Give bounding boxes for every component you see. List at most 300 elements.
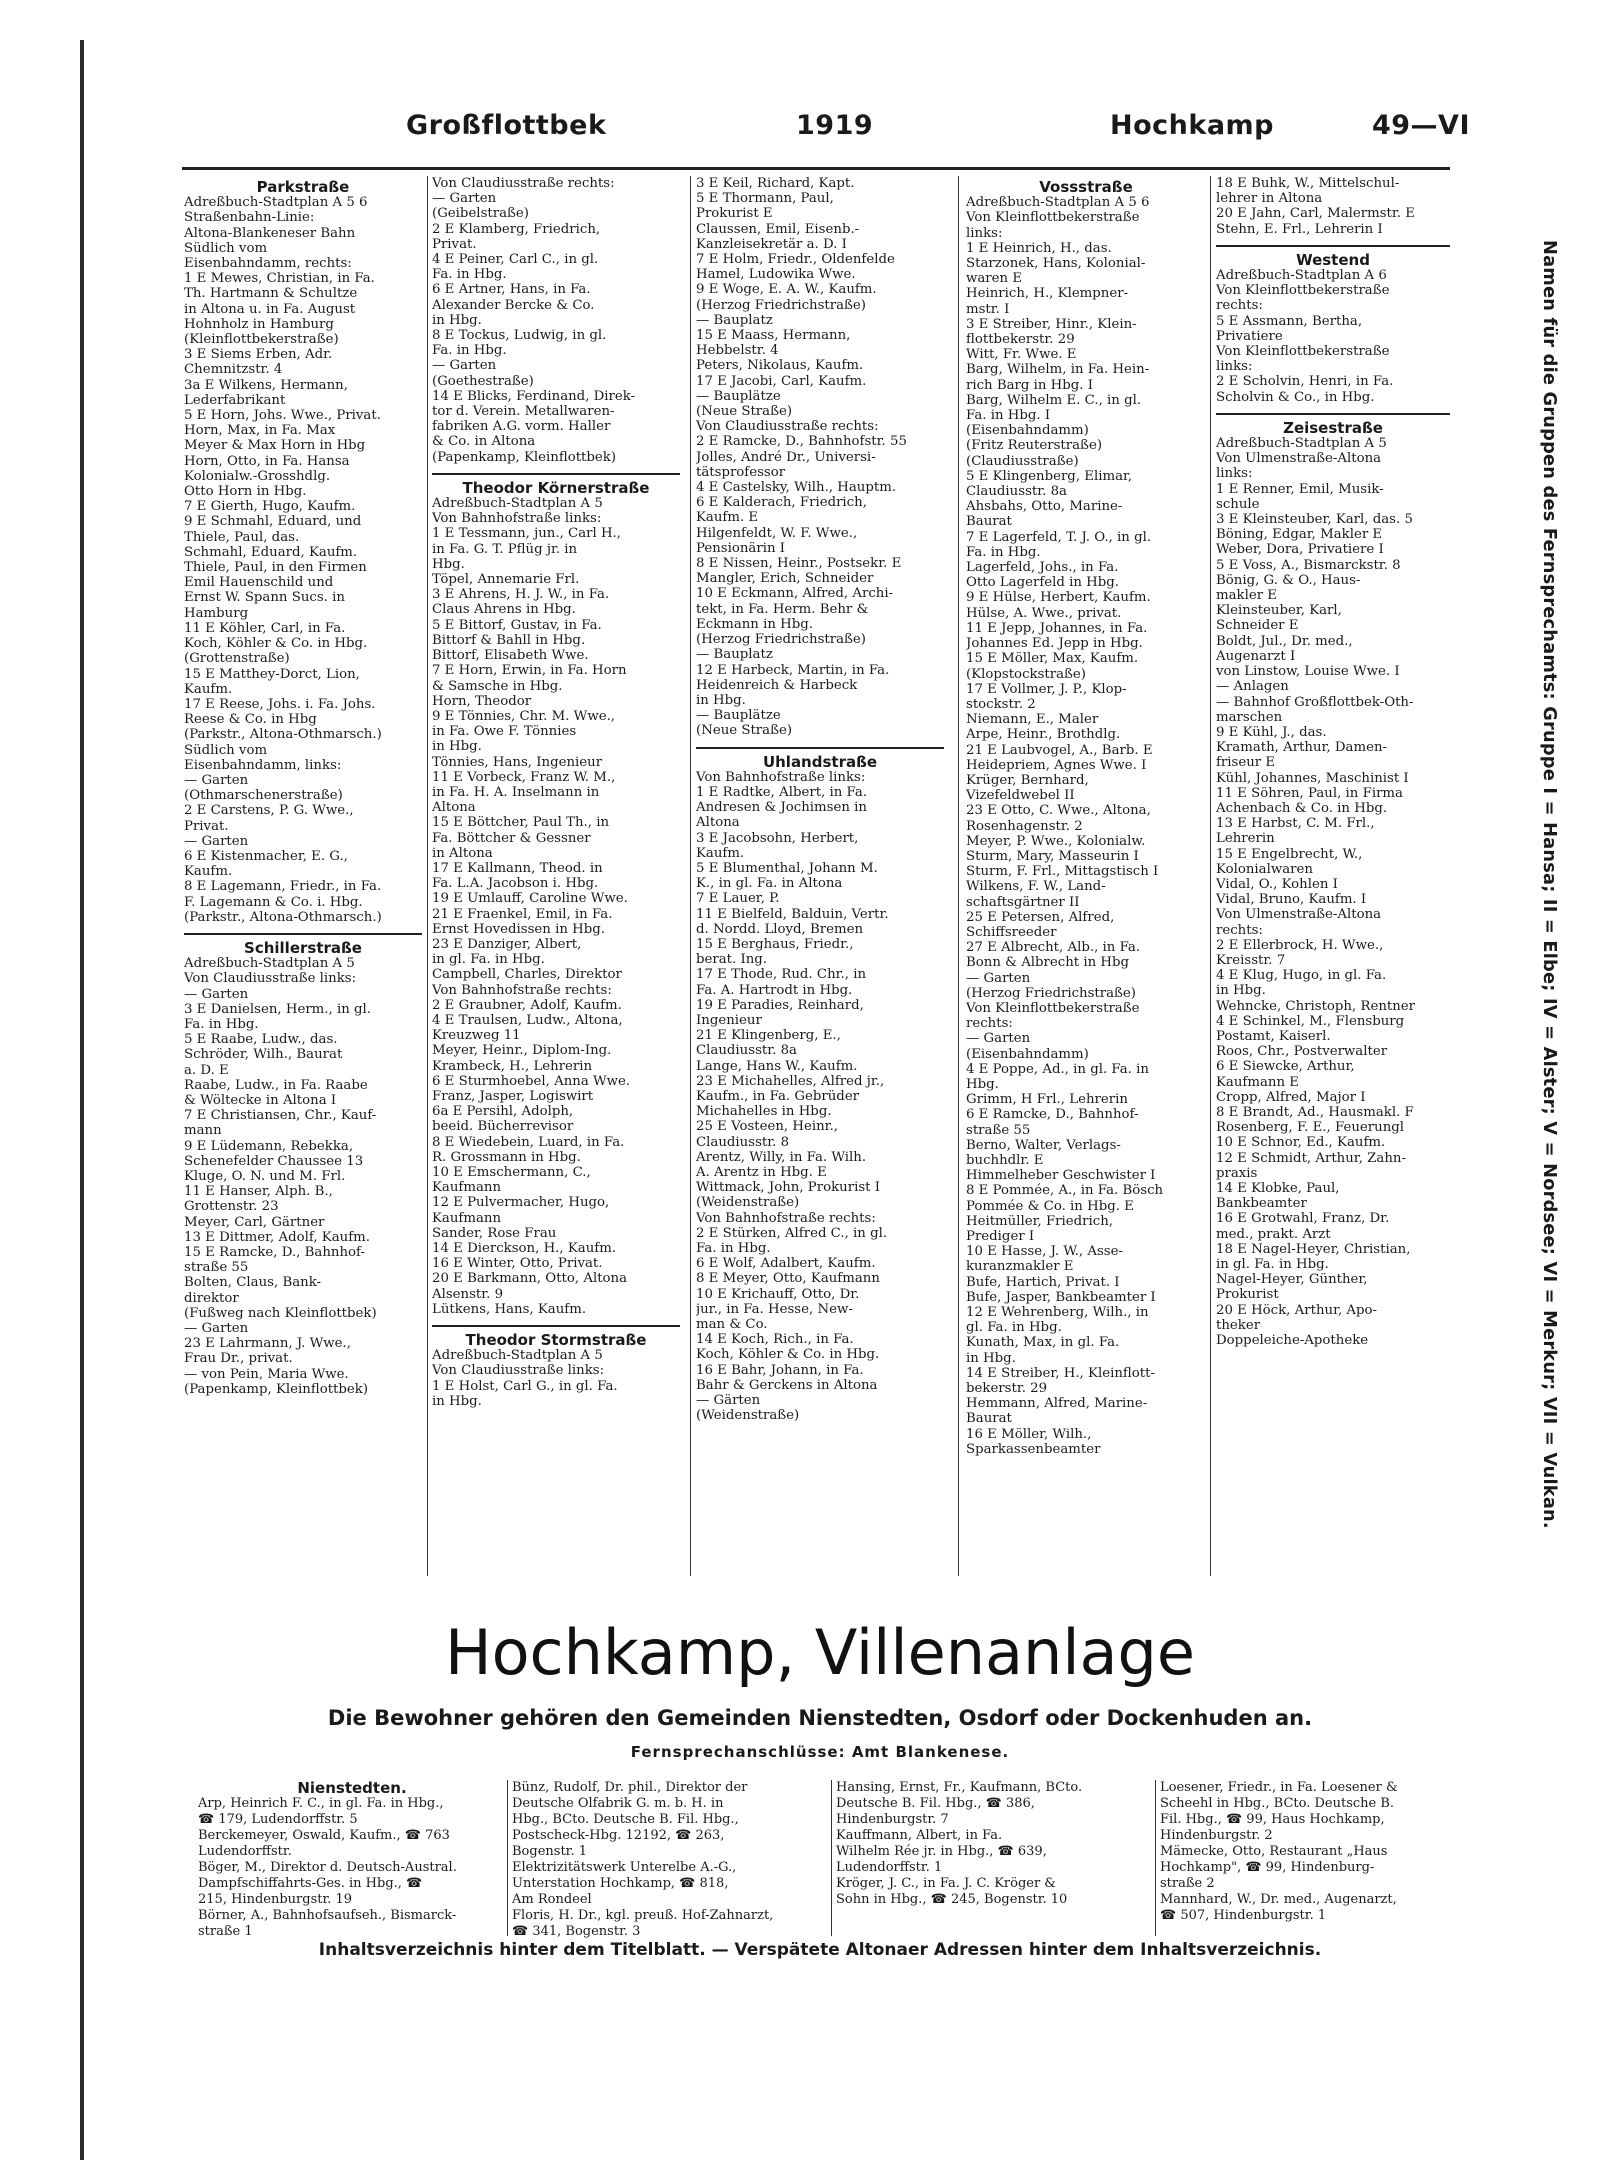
directory-line: Claus Ahrens in Hbg.: [432, 602, 576, 618]
column-divider: [427, 176, 428, 1576]
directory-line: Altona: [696, 815, 740, 831]
resident-line: Hansing, Ernst, Fr., Kaufmann, BCto.: [836, 1780, 1083, 1795]
directory-line: Alexander Bercke & Co.: [432, 297, 595, 313]
directory-line: Kaufm.: [184, 864, 233, 880]
directory-column-5: [1216, 176, 1450, 1348]
directory-line: Wehncke, Christoph, Rentner: [1216, 998, 1416, 1014]
directory-line: — Garten: [184, 1321, 249, 1337]
directory-line: Sparkassenbeamter: [966, 1441, 1101, 1457]
directory-line: 12 E Pulvermacher, Hugo,: [432, 1195, 610, 1211]
directory-line: Johannes Ed. Jepp in Hbg.: [966, 636, 1143, 652]
header-year: 1919: [796, 110, 874, 141]
column-divider: [1155, 1780, 1156, 1936]
resident-line: Am Rondeel: [512, 1892, 592, 1907]
directory-line: 1 E Tessmann, jun., Carl H.,: [432, 526, 622, 542]
directory-line: in Hbg.: [1216, 983, 1266, 999]
directory-line: a. D. E: [184, 1062, 229, 1078]
directory-line: 9 E Hülse, Herbert, Kaufm.: [966, 590, 1151, 606]
directory-line: Adreßbuch-Stadtplan A 5: [432, 1348, 603, 1364]
directory-line: Raabe, Ludw., in Fa. Raabe: [184, 1077, 368, 1093]
directory-line: & Wöltecke in Altona I: [184, 1092, 337, 1108]
directory-line: (Grottenstraße): [184, 651, 290, 667]
scan-margin: [0, 0, 74, 2177]
directory-line: Von Bahnhofstraße rechts:: [432, 982, 612, 998]
directory-line: Barg, Wilhelm, in Fa. Hein-: [966, 362, 1150, 378]
directory-line: Bufe, Hartich, Privat. I: [966, 1274, 1120, 1290]
directory-line: Schneider E: [1216, 618, 1299, 634]
directory-line: stockstr. 2: [966, 696, 1036, 712]
directory-line: — Bauplatz: [696, 312, 773, 328]
directory-line: Claudiusstr. 8a: [966, 484, 1067, 500]
directory-line: tor d. Verein. Metallwaren-: [432, 404, 615, 420]
directory-line: Fa. in Hbg.: [184, 1016, 259, 1032]
directory-line: Chemnitzstr. 4: [184, 362, 283, 378]
directory-line: Fa. in Hbg.: [432, 343, 507, 359]
directory-column-2: [432, 176, 680, 1409]
directory-line: Töpel, Annemarie Frl.: [432, 572, 580, 588]
directory-line: 17 E Vollmer, J. P., Klop-: [966, 681, 1127, 697]
directory-line: Von Claudiusstraße rechts:: [696, 419, 879, 435]
directory-line: schule: [1216, 496, 1260, 512]
directory-line: 6 E Wolf, Adalbert, Kaufm.: [696, 1256, 876, 1272]
directory-line: Altona-Blankeneser Bahn: [184, 225, 356, 241]
directory-line: 17 E Reese, Johs. i. Fa. Johs.: [184, 696, 376, 712]
directory-line: direktor: [184, 1290, 239, 1306]
resident-line: Mämecke, Otto, Restaurant „Haus: [1160, 1844, 1388, 1859]
directory-line: (Fritz Reuterstraße): [966, 438, 1103, 454]
resident-line: ☎ 507, Hindenburgstr. 1: [1160, 1908, 1327, 1923]
resident-line: Bünz, Rudolf, Dr. phil., Direktor der: [512, 1780, 748, 1795]
directory-line: Von Kleinflottbekerstraße: [966, 1000, 1140, 1016]
directory-line: med., prakt. Arzt: [1216, 1226, 1331, 1242]
directory-line: 8 E Lagemann, Friedr., in Fa.: [184, 879, 382, 895]
directory-line: 7 E Holm, Friedr., Oldenfelde: [696, 252, 895, 268]
directory-line: in gl. Fa. in Hbg.: [432, 952, 545, 968]
resident-line: Kröger, J. C., in Fa. J. C. Kröger &: [836, 1876, 1056, 1891]
side-margin: [1528, 240, 1568, 2180]
resident-line: Fil. Hbg., ☎ 99, Haus Hochkamp,: [1160, 1812, 1385, 1827]
directory-line: 11 E Bielfeld, Balduin, Vertr.: [696, 906, 889, 922]
directory-line: Von Ulmenstraße-Altona: [1216, 451, 1382, 467]
resident-line: Hindenburgstr. 2: [1160, 1828, 1273, 1843]
directory-line: in Fa. G. T. Pflüg jr. in: [432, 541, 578, 557]
directory-line: in Hbg.: [432, 1393, 482, 1409]
directory-line: 4 E Poppe, Ad., in gl. Fa. in: [966, 1061, 1149, 1077]
resident-line: Sohn in Hbg., ☎ 245, Bogenstr. 10: [836, 1892, 1068, 1907]
directory-line: 12 E Wehrenberg, Wilh., in: [966, 1305, 1149, 1321]
directory-line: — Anlagen: [1216, 679, 1289, 695]
directory-line: Vidal, Bruno, Kaufm. I: [1216, 892, 1367, 908]
directory-line: Lehrerin: [1216, 831, 1275, 847]
directory-line: 9 E Schmahl, Eduard, und: [184, 514, 362, 530]
resident-line: Loesener, Friedr., in Fa. Loesener &: [1160, 1780, 1398, 1795]
directory-line: — Bahnhof Großflottbek-Oth-: [1216, 694, 1414, 710]
directory-line: 12 E Schmidt, Arthur, Zahn-: [1216, 1150, 1406, 1166]
directory-line: berat. Ing.: [696, 952, 768, 968]
directory-line: 4 E Peiner, Carl C., in gl.: [432, 252, 599, 268]
directory-line: 2 E Carstens, P. G. Wwe.,: [184, 803, 354, 819]
directory-line: 5 E Assmann, Bertha,: [1216, 313, 1363, 329]
directory-line: in gl. Fa. in Hbg.: [1216, 1257, 1329, 1273]
directory-line: 27 E Albrecht, Alb., in Fa.: [966, 940, 1141, 956]
directory-line: Niemann, E., Maler: [966, 712, 1099, 728]
directory-line: 7 E Christiansen, Chr., Kauf-: [184, 1108, 377, 1124]
directory-line: Altona: [432, 800, 476, 816]
directory-line: 6 E Artner, Hans, in Fa.: [432, 282, 591, 298]
resident-line: Ludendorffstr. 1: [836, 1860, 943, 1875]
directory-line: — Garten: [966, 1031, 1031, 1047]
directory-line: theker: [1216, 1317, 1261, 1333]
directory-line: — Garten: [432, 358, 497, 374]
directory-line: 5 E Raabe, Ludw., das.: [184, 1032, 338, 1048]
directory-line: Bufe, Jasper, Bankbeamter I: [966, 1289, 1156, 1305]
section-divider: [184, 933, 422, 935]
directory-line: mann: [184, 1123, 222, 1139]
directory-line: Bittorf, Elisabeth Wwe.: [432, 648, 589, 664]
directory-line: Prokurist E: [696, 206, 773, 222]
directory-line: 2 E Klamberg, Friedrich,: [432, 221, 601, 237]
directory-line: (Eisenbahndamm): [966, 423, 1089, 439]
directory-line: schaftsgärtner II: [966, 894, 1080, 910]
directory-line: Schröder, Wilh., Baurat: [184, 1047, 343, 1063]
directory-line: Sturm, Mary, Masseurin I: [966, 848, 1139, 864]
directory-line: 25 E Vosteen, Heinr.,: [696, 1119, 839, 1135]
directory-line: Von Bahnhofstraße links:: [696, 769, 866, 785]
directory-line: 9 E Woge, E. A. W., Kaufm.: [696, 282, 877, 298]
directory-line: Boldt, Jul., Dr. med.,: [1216, 633, 1353, 649]
directory-line: (Herzog Friedrichstraße): [966, 985, 1136, 1001]
directory-line: (Herzog Friedrichstraße): [696, 632, 866, 648]
directory-line: 14 E Klobke, Paul,: [1216, 1181, 1340, 1196]
directory-line: 1 E Renner, Emil, Musik-: [1216, 481, 1384, 497]
directory-line: Krüger, Bernhard,: [966, 772, 1089, 788]
directory-line: Barg, Wilhelm E. C., in gl.: [966, 392, 1142, 408]
resident-line: Arp, Heinrich F. C., in gl. Fa. in Hbg.,: [198, 1796, 444, 1811]
resident-line: Hochkamp", ☎ 99, Hindenburg-: [1160, 1860, 1375, 1875]
directory-line: A. Arentz in Hbg. E: [696, 1165, 827, 1180]
directory-line: Kolonialwaren: [1216, 861, 1313, 877]
directory-line: Adreßbuch-Stadtplan A 5: [1216, 436, 1387, 452]
directory-line: Südlich vom: [184, 742, 268, 758]
directory-line: (Kleinflottbekerstraße): [184, 332, 339, 348]
directory-line: (Papenkamp, Kleinflottbek): [432, 449, 617, 465]
directory-line: (Parkstr., Altona-Othmarsch.): [184, 909, 382, 925]
directory-line: Pensionärin I: [696, 540, 786, 556]
directory-line: Fa. in Hbg.: [432, 267, 507, 283]
directory-line: Reese & Co. in Hbg: [184, 712, 317, 728]
directory-line: in Altona u. in Fa. August: [184, 301, 356, 317]
directory-line: Eisenbahndamm, links:: [184, 757, 342, 773]
directory-line: Vizefeldwebel II: [966, 788, 1075, 804]
directory-line: Franz, Jasper, Logiswirt: [432, 1088, 594, 1104]
directory-line: Von Kleinflottbekerstraße: [1216, 283, 1390, 299]
directory-line: mstr. I: [966, 301, 1010, 317]
directory-line: Baurat: [966, 514, 1012, 530]
directory-line: Koch, Köhler & Co. in Hbg.: [696, 1347, 880, 1363]
directory-line: Postamt, Kaiserl.: [1216, 1028, 1331, 1044]
directory-line: in Hbg.: [966, 1350, 1016, 1366]
directory-line: Eckmann in Hbg.: [696, 616, 813, 632]
directory-line: 19 E Paradies, Reinhard,: [696, 997, 864, 1013]
directory-line: Von Ulmenstraße-Altona: [1216, 907, 1382, 923]
directory-line: 1 E Mewes, Christian, in Fa.: [184, 271, 375, 287]
directory-line: 6 E Kistenmacher, E. G.,: [184, 848, 348, 864]
directory-line: Tönnies, Hans, Ingenieur: [432, 754, 603, 770]
directory-line: (Klopstockstraße): [966, 666, 1086, 682]
directory-line: praxis: [1216, 1165, 1258, 1181]
directory-line: Grottenstr. 23: [184, 1199, 279, 1215]
directory-line: Kaufm. E: [696, 510, 759, 526]
directory-line: 14 E Koch, Rich., in Fa.: [696, 1332, 854, 1348]
bottom-column-2: [512, 1780, 830, 1940]
directory-line: Adreßbuch-Stadtplan A 5 6: [184, 195, 368, 211]
directory-line: straße 55: [184, 1260, 249, 1276]
directory-line: Meyer & Max Horn in Hbg: [184, 438, 366, 454]
directory-line: 5 E Bittorf, Gustav, in Fa.: [432, 617, 602, 633]
directory-line: 16 E Grotwahl, Franz, Dr.: [1216, 1211, 1390, 1227]
directory-line: 17 E Thode, Rud. Chr., in: [696, 967, 867, 983]
directory-line: waren E: [966, 271, 1023, 287]
directory-line: Von Claudiusstraße rechts:: [432, 176, 615, 191]
directory-line: — Garten: [184, 772, 249, 788]
directory-line: Bankbeamter: [1216, 1196, 1307, 1212]
directory-line: Stehn, E. Frl., Lehrerin I: [1216, 221, 1383, 237]
directory-line: Kaufm.: [184, 681, 233, 697]
resident-line: straße 2: [1160, 1876, 1215, 1891]
header-rule: [182, 167, 1450, 170]
directory-column-3: [696, 176, 944, 1423]
directory-line: Von Kleinflottbekerstraße: [966, 210, 1140, 226]
directory-line: in Altona: [432, 845, 493, 861]
directory-line: 14 E Dierckson, H., Kaufm.: [432, 1241, 617, 1257]
directory-line: in Hbg.: [432, 739, 482, 755]
directory-line: Otto Lagerfeld in Hbg.: [966, 575, 1119, 591]
directory-line: 3 E Danielsen, Herm., in gl.: [184, 1001, 372, 1017]
directory-line: Böning, Edgar, Makler E: [1216, 527, 1383, 543]
directory-line: Fa. in Hbg.: [696, 1241, 771, 1257]
directory-line: Claudiusstr. 8: [696, 1134, 790, 1150]
directory-line: 21 E Laubvogel, A., Barb. E: [966, 742, 1153, 758]
directory-line: Straßenbahn-Linie:: [184, 210, 315, 226]
resident-line: Dampfschiffahrts-Ges. in Hbg., ☎: [198, 1876, 423, 1891]
directory-line: Lagerfeld, Johs., in Fa.: [966, 560, 1119, 576]
directory-line: 8 E Brandt, Ad., Hausmakl. F: [1216, 1104, 1414, 1120]
directory-line: Cropp, Alfred, Major I: [1216, 1089, 1366, 1105]
street-heading: Schillerstraße: [244, 938, 362, 957]
bottom-column-1: [198, 1780, 506, 1940]
directory-line: 17 E Jacobi, Carl, Kaufm.: [696, 373, 867, 389]
directory-line: Hamel, Ludowika Wwe.: [696, 267, 856, 283]
street-heading: Zeisestraße: [1283, 418, 1383, 437]
municipality-heading: Nienstedten.: [297, 1779, 407, 1797]
directory-line: 4 E Klug, Hugo, in gl. Fa.: [1216, 968, 1387, 984]
directory-line: (Weidenstraße): [696, 1408, 800, 1424]
page-header: [110, 110, 1470, 150]
directory-line: Thiele, Paul, in den Firmen: [184, 560, 367, 576]
directory-line: 13 E Dittmer, Adolf, Kaufm.: [184, 1229, 370, 1245]
directory-line: 3a E Wilkens, Hermann,: [184, 377, 348, 393]
resident-line: ☎ 179, Ludendorffstr. 5: [198, 1812, 358, 1827]
directory-line: 6 E Kalderach, Friedrich,: [696, 495, 867, 511]
directory-line: 2 E Ellerbrock, H. Wwe.,: [1216, 937, 1384, 953]
directory-line: Kramath, Arthur, Damen-: [1216, 740, 1388, 756]
directory-line: Doppeleiche-Apotheke: [1216, 1333, 1369, 1349]
column-divider: [507, 1780, 508, 1936]
directory-line: buchhdlr. E: [966, 1153, 1044, 1168]
directory-line: Berno, Walter, Verlags-: [966, 1137, 1121, 1153]
directory-line: Mangler, Erich, Schneider: [696, 571, 874, 587]
directory-line: 7 E Horn, Erwin, in Fa. Horn: [432, 663, 627, 679]
directory-line: Ernst W. Spann Sucs. in: [184, 590, 345, 606]
directory-line: flottbekerstr. 29: [966, 332, 1075, 348]
directory-line: friseur E: [1216, 755, 1276, 771]
directory-line: 8 E Tockus, Ludwig, in gl.: [432, 328, 607, 344]
directory-line: jur., in Fa. Hesse, New-: [696, 1301, 853, 1317]
directory-line: rechts:: [966, 1016, 1013, 1032]
directory-line: rich Barg in Hbg. I: [966, 377, 1094, 393]
directory-line: kuranzmakler E: [966, 1259, 1074, 1275]
resident-line: Berckemeyer, Oswald, Kaufm., ☎ 763: [198, 1828, 450, 1843]
directory-line: Von Kleinflottbekerstraße: [1216, 344, 1390, 360]
header-page-number: 49—VI: [1371, 110, 1470, 141]
directory-line: Kaufmann: [432, 1180, 502, 1196]
header-district: Großflottbek: [406, 110, 607, 141]
resident-line: Hbg., BCto. Deutsche B. Fil. Hbg.,: [512, 1812, 739, 1827]
directory-line: K., in gl. Fa. in Altona: [696, 876, 843, 892]
directory-line: Fa. L.A. Jacobson i. Hbg.: [432, 876, 599, 892]
directory-line: 10 E Schnor, Ed., Kaufm.: [1216, 1135, 1386, 1151]
directory-line: Kluge, O. N. und M. Frl.: [184, 1169, 346, 1184]
directory-line: Krambeck, H., Lehrerin: [432, 1058, 593, 1074]
directory-line: 9 E Lüdemann, Rebekka,: [184, 1138, 354, 1154]
directory-line: Prokurist: [1216, 1287, 1279, 1303]
directory-line: 7 E Lagerfeld, T. J. O., in gl.: [966, 529, 1152, 545]
directory-line: 3 E Ahrens, H. J. W., in Fa.: [432, 587, 610, 603]
directory-line: Ernst Hovedissen in Hbg.: [432, 921, 605, 937]
directory-line: 2 E Scholvin, Henri, in Fa.: [1216, 374, 1394, 390]
section-divider: [696, 747, 944, 749]
directory-line: Claudiusstr. 8a: [696, 1043, 797, 1059]
section-subtitle: Die Bewohner gehören den Gemeinden Nienstedten, Osdorf oder Dockenhuden an.: [327, 1706, 1313, 1730]
directory-line: Lütkens, Hans, Kaufm.: [432, 1301, 587, 1317]
directory-line: (Papenkamp, Kleinflottbek): [184, 1381, 369, 1397]
column-divider: [958, 176, 959, 1576]
resident-line: Scheehl in Hbg., BCto. Deutsche B.: [1160, 1796, 1395, 1811]
directory-line: Wilkens, F. W., Land-: [966, 879, 1106, 895]
directory-line: Bittorf & Bahll in Hbg.: [432, 632, 586, 648]
directory-line: — Bauplatz: [696, 647, 773, 663]
directory-line: Südlich vom: [184, 240, 268, 256]
directory-line: Horn, Theodor: [432, 693, 532, 709]
directory-line: (Othmarschenerstraße): [184, 788, 343, 804]
directory-line: 21 E Klingenberg, E.,: [696, 1028, 841, 1044]
bottom-column-3: [836, 1780, 1154, 1908]
directory-line: (Weidenstraße): [696, 1195, 800, 1211]
directory-line: 11 E Köhler, Carl, in Fa.: [184, 620, 346, 636]
directory-line: Pommée & Co. in Hbg. E: [966, 1198, 1134, 1214]
resident-line: Postscheck-Hbg. 12192, ☎ 263,: [512, 1828, 725, 1843]
directory-column-1: [184, 176, 422, 1397]
directory-line: F. Lagemann & Co. i. Hbg.: [184, 894, 363, 910]
directory-line: Koch, Köhler & Co. in Hbg.: [184, 636, 368, 652]
directory-line: Hbg.: [966, 1076, 999, 1092]
directory-line: Achenbach & Co. in Hbg.: [1216, 800, 1388, 816]
directory-line: (Neue Straße): [696, 404, 793, 420]
directory-line: Schenefelder Chaussee 13: [184, 1153, 364, 1169]
directory-line: Th. Hartmann & Schultze: [184, 286, 358, 302]
directory-line: 10 E Hasse, J. W., Asse-: [966, 1244, 1123, 1260]
directory-line: Fa. Böttcher & Gessner: [432, 830, 591, 846]
directory-line: Eisenbahndamm, rechts:: [184, 256, 352, 272]
directory-line: 8 E Meyer, Otto, Kaufmann: [696, 1271, 880, 1287]
directory-line: 3 E Keil, Richard, Kapt.: [696, 176, 855, 191]
directory-line: 21 E Fraenkel, Emil, in Fa.: [432, 906, 613, 922]
directory-line: lehrer in Altona: [1216, 191, 1323, 207]
directory-line: Roos, Chr., Postverwalter: [1216, 1044, 1388, 1060]
street-heading: Uhlandstraße: [762, 752, 878, 771]
resident-line: Ludendorffstr.: [198, 1844, 292, 1859]
directory-line: Bonn & Albrecht in Hbg: [966, 955, 1130, 971]
directory-line: (Neue Straße): [696, 723, 793, 739]
directory-line: Hilgenfeldt, W. F. Wwe.,: [696, 525, 858, 541]
directory-line: — Gärten: [696, 1393, 761, 1409]
directory-line: Kolonialw.-Grosshdlg.: [184, 468, 331, 484]
directory-line: 5 E Horn, Johs. Wwe., Privat.: [184, 408, 381, 424]
phone-exchange-note: Fernsprechanschlüsse: Amt Blankenese.: [630, 1743, 1010, 1761]
directory-line: 23 E Otto, C. Wwe., Altona,: [966, 803, 1151, 819]
directory-line: — Garten: [966, 970, 1031, 986]
directory-line: 10 E Emschermann, C.,: [432, 1165, 591, 1180]
directory-line: Grimm, H Frl., Lehrerin: [966, 1092, 1128, 1108]
directory-line: Von Bahnhofstraße rechts:: [696, 1210, 876, 1226]
resident-line: Deutsche B. Fil. Hbg., ☎ 386,: [836, 1796, 1035, 1811]
directory-line: in Hbg.: [696, 692, 746, 708]
directory-line: 5 E Thormann, Paul,: [696, 191, 834, 207]
directory-line: 6a E Persihl, Adolph,: [432, 1104, 574, 1120]
directory-line: 2 E Ramcke, D., Bahnhofstr. 55: [696, 434, 907, 450]
directory-line: — Garten: [432, 191, 497, 207]
directory-line: 11 E Jepp, Johannes, in Fa.: [966, 620, 1148, 636]
directory-line: Claussen, Emil, Eisenb.-: [696, 221, 860, 237]
directory-line: Kleinsteuber, Karl,: [1216, 603, 1342, 619]
directory-line: Fa. in Hbg.: [966, 544, 1041, 560]
directory-line: Fa. A. Hartrodt in Hbg.: [696, 982, 853, 998]
directory-line: — Garten: [184, 986, 249, 1002]
directory-line: 17 E Kallmann, Theod. in: [432, 860, 603, 876]
directory-line: (Claudiusstraße): [966, 453, 1079, 469]
directory-line: Ingenieur: [696, 1012, 762, 1028]
directory-line: 18 E Nagel-Heyer, Christian,: [1216, 1241, 1411, 1257]
directory-line: 14 E Streiber, H., Kleinflott-: [966, 1365, 1155, 1381]
resident-line: Elektrizitätswerk Unterelbe A.-G.,: [512, 1860, 737, 1875]
directory-line: 23 E Lahrmann, J. Wwe.,: [184, 1336, 351, 1352]
directory-line: 15 E Möller, Max, Kaufm.: [966, 651, 1139, 667]
directory-line: Meyer, Heinr., Diplom-Ing.: [432, 1043, 612, 1059]
street-heading: Theodor Stormstraße: [465, 1331, 647, 1350]
resident-line: straße 1: [198, 1924, 253, 1939]
directory-line: 23 E Danziger, Albert,: [432, 936, 582, 952]
bottom-column-4: [1160, 1780, 1460, 1924]
directory-line: rechts:: [1216, 922, 1263, 938]
directory-line: (Herzog Friedrichstraße): [696, 297, 866, 313]
directory-line: Fa. in Hbg. I: [966, 408, 1051, 424]
resident-line: Hindenburgstr. 7: [836, 1812, 949, 1827]
street-heading: Vossstraße: [1039, 178, 1133, 196]
directory-line: Baurat: [966, 1411, 1012, 1427]
side-phone-groups-note: Namen für die Gruppen des Fernsprechamts: Gruppe I = Hansa; II = Elbe; IV = Alster; V = Nordsee; VI = Merkur; VII = Vulkan.: [1539, 240, 1560, 1529]
column-divider: [831, 1780, 832, 1936]
directory-line: — von Pein, Maria Wwe.: [184, 1366, 349, 1382]
